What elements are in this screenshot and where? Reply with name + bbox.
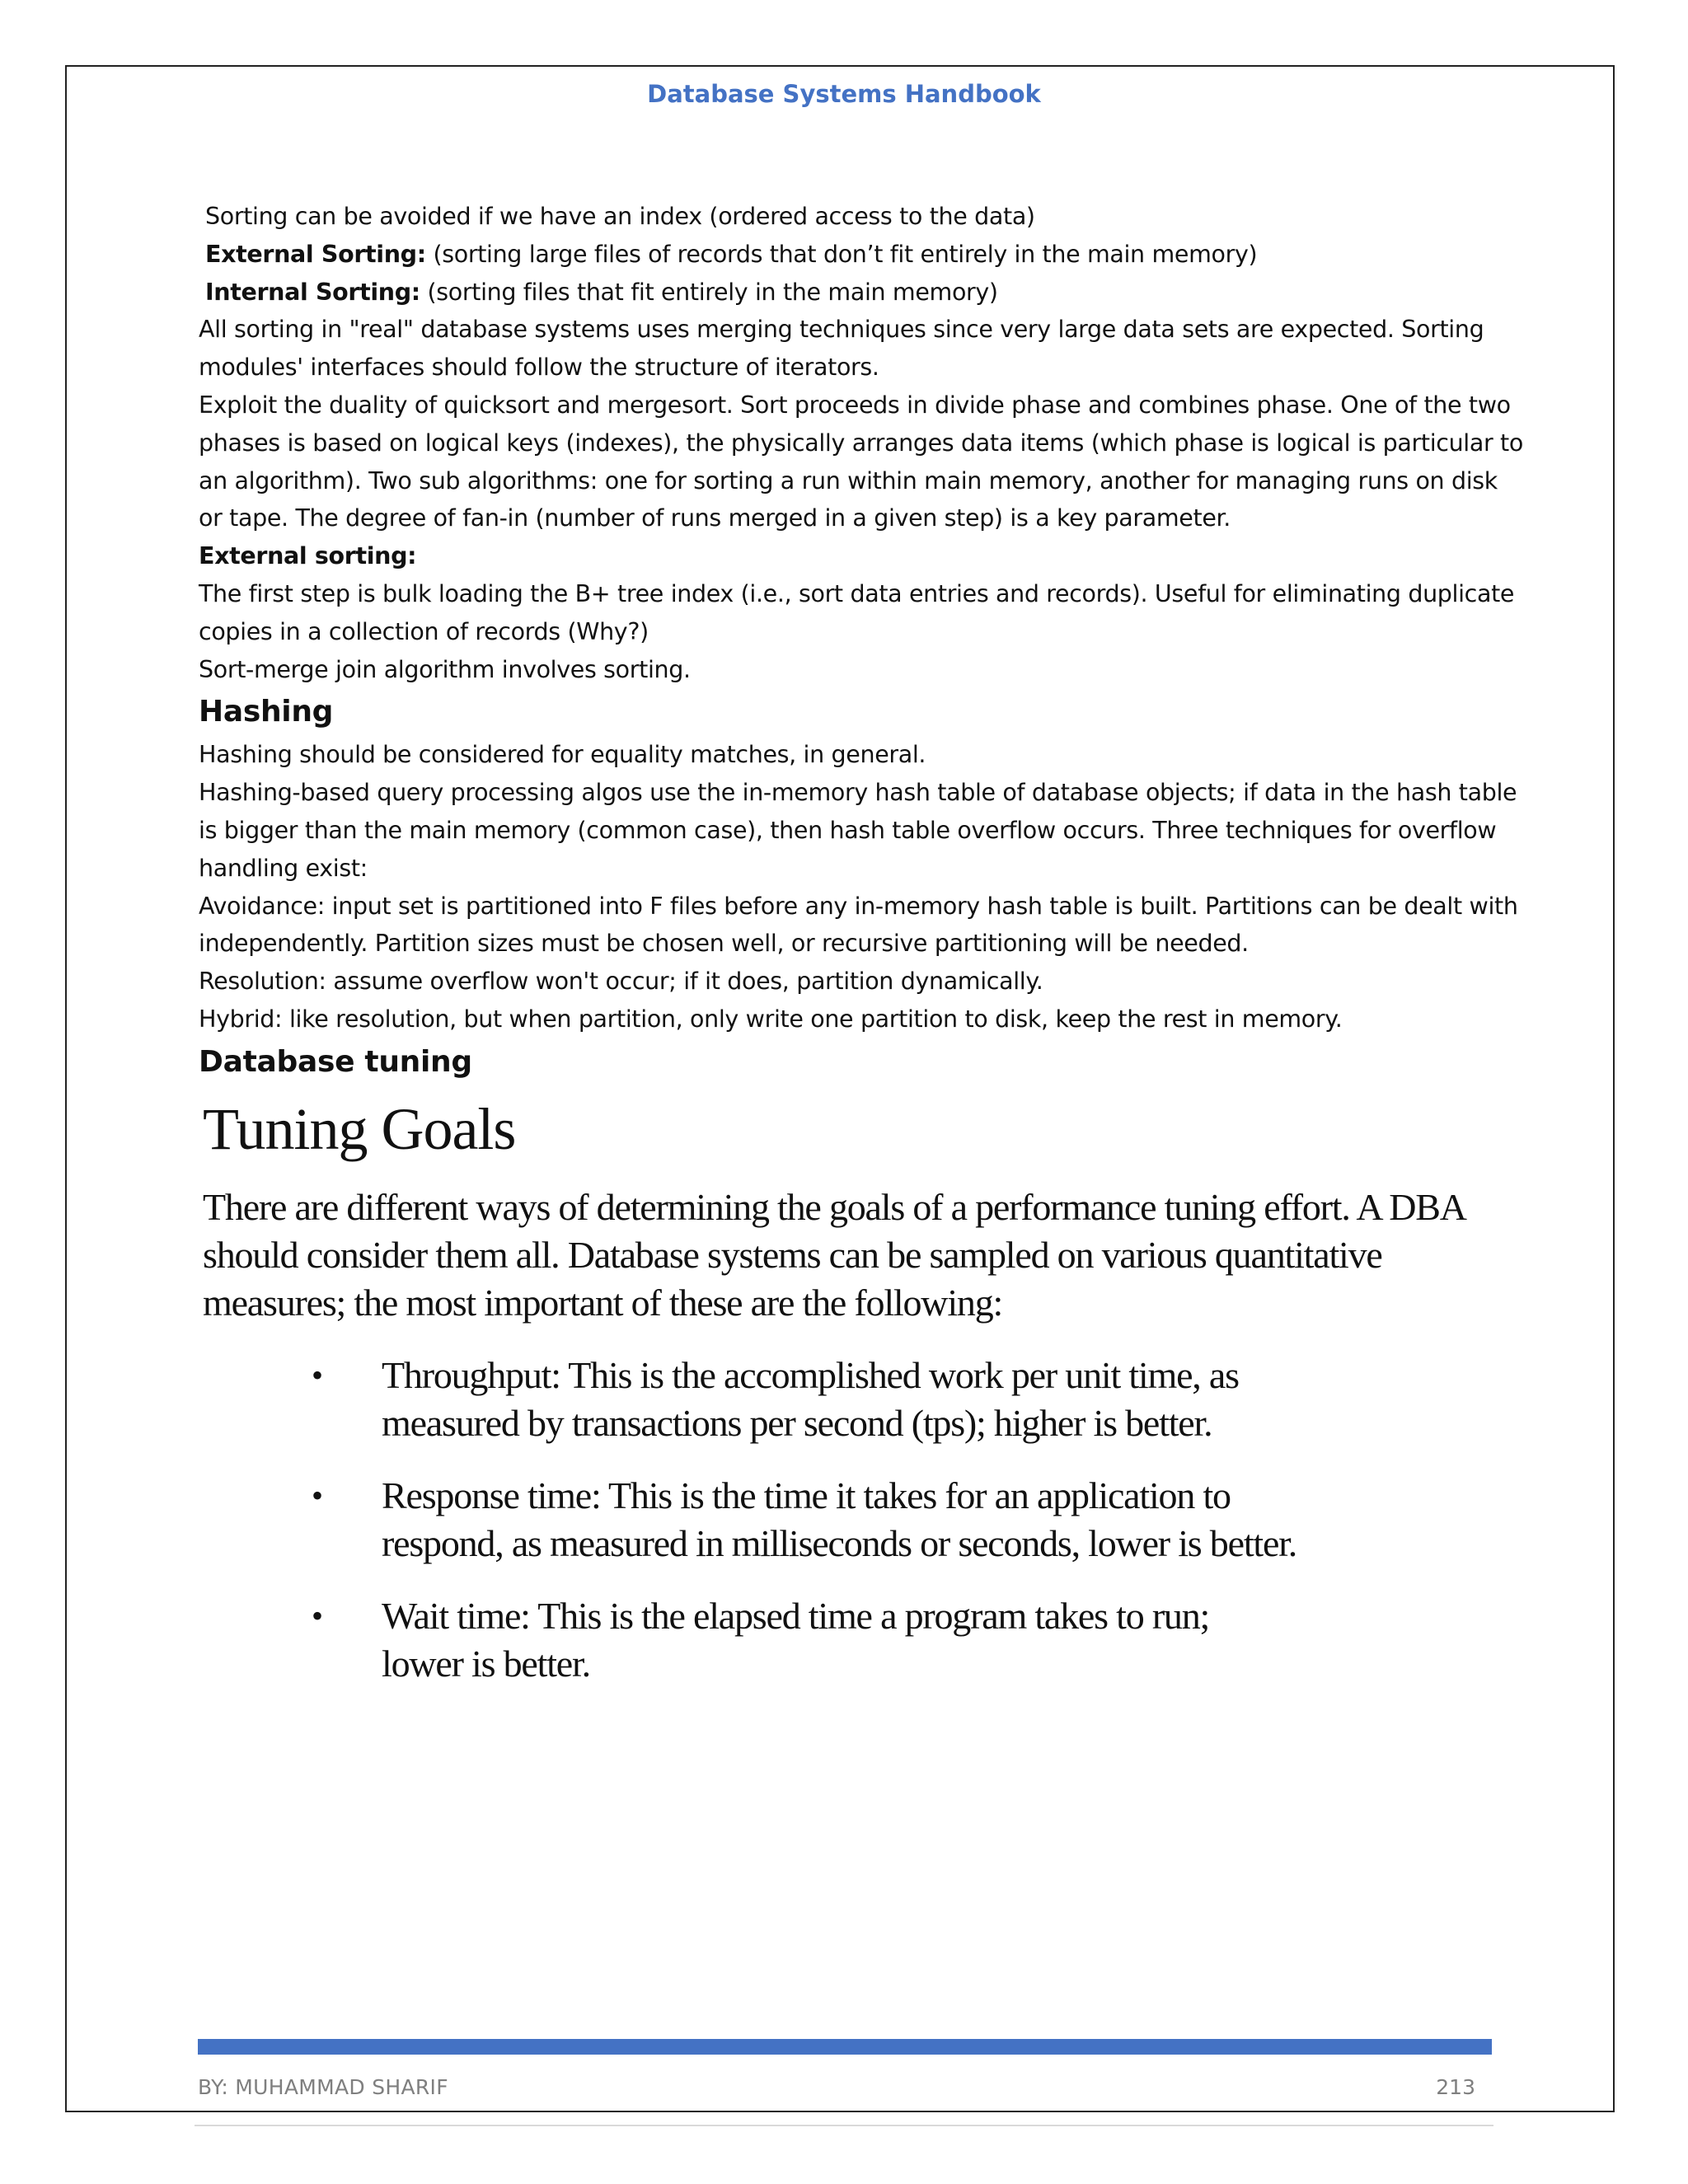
throughput-line-2: measured by transactions per second (tps); higher is better. — [382, 1402, 1212, 1444]
response-time-line-2: respond, as measured in milliseconds or seconds, lower is better. — [382, 1522, 1297, 1564]
paragraph-merging-line-1: All sorting in "real" database systems uses merging techniques since very large data sets are expected. Sorting — [199, 316, 1484, 344]
tuning-intro-line-3: measures; the most important of these are the following: — [203, 1282, 1003, 1324]
hashing-heading: Hashing — [199, 695, 334, 729]
list-item-throughput — [203, 1352, 1489, 1447]
internal-sorting-label: Internal Sorting: — [205, 278, 420, 306]
paragraph-internal-sorting — [199, 274, 1493, 312]
external-sorting-text: (sorting large files of records that don’t fit entirely in the main memory) — [425, 240, 1258, 268]
external-sorting-heading — [199, 537, 1493, 575]
paragraph-duality-line-2: phases is based on logical keys (indexes), the physically arranges data items (which phase is logical is particular to — [199, 429, 1523, 457]
paragraph-merging-line-2: modules' interfaces should follow the structure of iterators. — [199, 354, 879, 382]
wait-time-line-1: Wait time: This is the elapsed time a program takes to run; — [382, 1595, 1210, 1637]
bullet-icon: • — [312, 1477, 322, 1514]
paragraph-sort-merge: Sort-merge join algorithm involves sorting. — [199, 655, 691, 683]
paragraph-avoidance-line-2: independently. Partition sizes must be chosen well, or recursive partitioning will be needed. — [199, 930, 1249, 958]
paragraph-duality-line-1: Exploit the duality of quicksort and mergesort. Sort proceeds in divide phase and combines phase. One of the two — [199, 391, 1511, 419]
footer-accent-bar — [198, 2039, 1492, 2055]
bottom-divider — [195, 2125, 1493, 2126]
wait-time-line-2: lower is better. — [382, 1643, 590, 1685]
paragraph-bulk-loading-line-1: The first step is bulk loading the B+ tree index (i.e., sort data entries and records). Useful for eliminating duplicate — [199, 579, 1515, 607]
database-tuning-heading: Database tuning — [199, 1044, 472, 1079]
paragraph-external-sorting — [199, 236, 1493, 274]
paragraph-hashing-overflow-line-3: handling exist: — [199, 854, 368, 882]
body-text — [199, 198, 1523, 1086]
tuning-intro-line-1: There are different ways of determining the goals of a performance tuning effort. A DBA — [203, 1186, 1466, 1228]
paragraph-hybrid: Hybrid: like resolution, but when partition, only write one partition to disk, keep the rest in memory. — [199, 1005, 1343, 1033]
paragraph-bulk-loading-line-2: copies in a collection of records (Why?) — [199, 617, 649, 645]
paragraph-duality-line-3: an algorithm). Two sub algorithms: one for sorting a run within main memory, another for managing runs on disk — [199, 466, 1498, 494]
bullet-icon: • — [312, 1357, 322, 1394]
list-item-wait-time — [203, 1592, 1489, 1688]
external-sorting-label: External Sorting: — [205, 240, 426, 268]
paragraph-avoidance-line-1: Avoidance: input set is partitioned into F files before any in-memory hash table is built. Partitions can be dealt with — [199, 892, 1518, 920]
paragraph-hashing-overflow-line-1: Hashing-based query processing algos use the in-memory hash table of database objects; if data in the hash table — [199, 779, 1517, 807]
footer-author: BY: MUHAMMAD SHARIF — [198, 2075, 448, 2099]
tuning-goals-intro — [203, 1183, 1489, 1327]
paragraph-duality-line-4: or tape. The degree of fan-in (number of runs merged in a given step) is a key parameter. — [199, 504, 1231, 532]
internal-sorting-text: (sorting files that fit entirely in the main memory) — [420, 278, 998, 306]
paragraph-hashing-equality: Hashing should be considered for equality matches, in general. — [199, 741, 926, 769]
tuning-goals-title: Tuning Goals — [203, 1096, 516, 1162]
page-number: 213 — [1436, 2075, 1475, 2099]
paragraph-hashing-overflow-line-2: is bigger than the main memory (common case), then hash table overflow occurs. Three techniques for overflow — [199, 816, 1497, 844]
tuning-goals-list — [203, 1352, 1489, 1688]
paragraph-resolution: Resolution: assume overflow won't occur; if it does, partition dynamically. — [199, 968, 1043, 996]
paragraph-sorting-index: Sorting can be avoided if we have an index (ordered access to the data) — [205, 203, 1035, 230]
bullet-icon: • — [312, 1597, 322, 1634]
tuning-goals-image — [203, 1096, 1489, 1713]
header-title: Database Systems Handbook — [647, 80, 1041, 108]
tuning-intro-line-2: should consider them all. Database systems can be sampled on various quantitative — [203, 1234, 1382, 1276]
list-item-response-time — [203, 1472, 1489, 1568]
throughput-line-1: Throughput: This is the accomplished work per unit time, as — [382, 1354, 1239, 1396]
external-sorting-heading-label: External sorting: — [199, 542, 417, 570]
response-time-line-1: Response time: This is the time it takes for an application to — [382, 1474, 1231, 1516]
